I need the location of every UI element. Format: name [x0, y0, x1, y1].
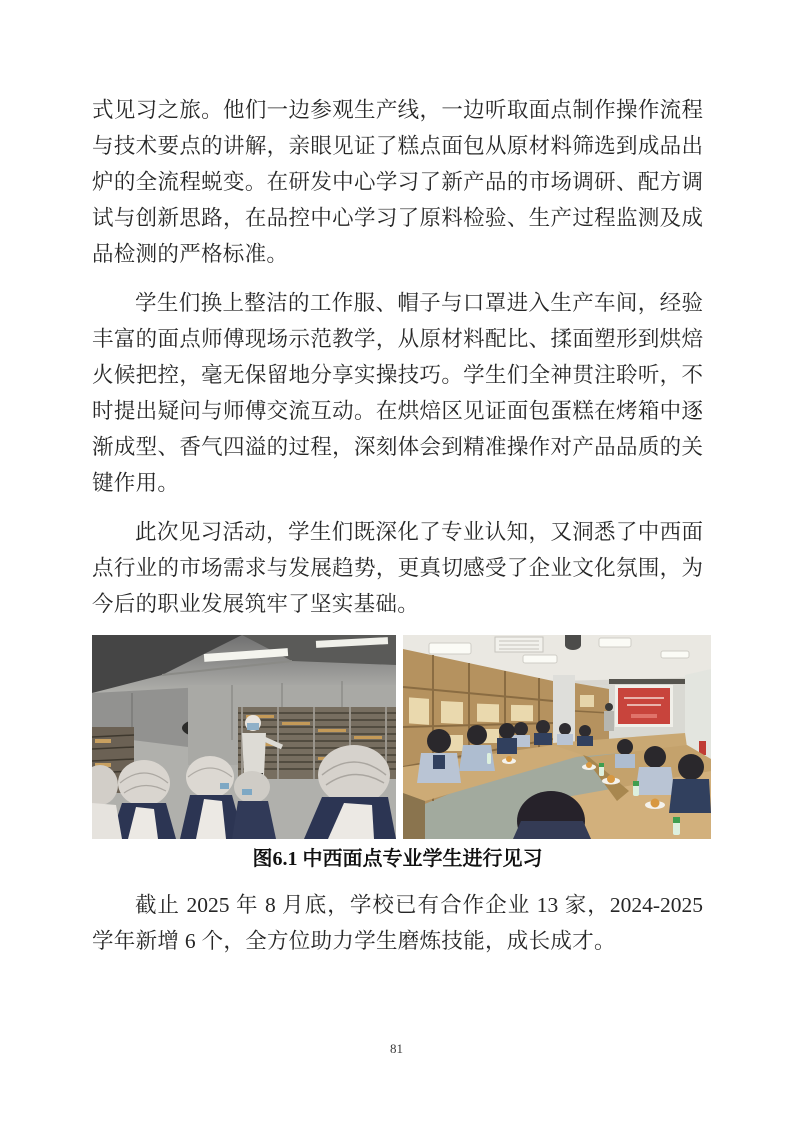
text-line: 火候把控，毫无保留地分享实操技巧。学生们全神贯注聆听，不	[92, 363, 703, 387]
text-line: 与技术要点的讲解，亲眼见证了糕点面包从原材料筛选到成品出	[92, 134, 703, 158]
text-line: 截止 2025 年 8 月底，学校已有合作企业 13 家，2024-2025	[135, 893, 703, 917]
page-number: 81	[390, 1041, 403, 1056]
text-line: 今后的职业发展筑牢了坚实基础。	[92, 592, 420, 616]
text-line: 式见习之旅。他们一边参观生产线，一边听取面点制作操作流程	[92, 98, 703, 122]
paragraph-4	[92, 887, 703, 959]
paragraph-2	[92, 285, 703, 501]
text-line: 学生们换上整洁的工作服、帽子与口罩进入生产车间，经验	[135, 291, 703, 315]
text-line: 时提出疑问与师傅交流互动。在烘焙区见证面包蛋糕在烤箱中逐	[92, 399, 703, 423]
text-line: 丰富的面点师傅现场示范教学，从原材料配比、揉面塑形到烘焙	[92, 327, 703, 351]
text-line: 试与创新思路，在品控中心学习了原料检验、生产过程监测及成	[92, 206, 703, 230]
text-line: 渐成型、香气四溢的过程，深刻体会到精准操作对产品品质的关	[92, 435, 703, 459]
text-line: 键作用。	[92, 471, 180, 495]
photo-meeting-room	[403, 635, 711, 839]
figure-images	[92, 635, 711, 839]
text-line: 此次见习活动，学生们既深化了专业认知，又洞悉了中西面	[135, 520, 703, 544]
text-line: 点行业的市场需求与发展趋势，更真切感受了企业文化氛围，为	[92, 556, 703, 580]
text-line: 炉的全流程蜕变。在研发中心学习了新产品的市场调研、配方调	[92, 170, 703, 194]
paragraph-1	[92, 92, 703, 272]
figure-caption: 图6.1 中西面点专业学生进行见习	[252, 848, 543, 870]
text-line: 学年新增 6 个，全方位助力学生磨炼技能，成长成才。	[92, 929, 616, 953]
photo-bakery-workshop	[92, 635, 396, 839]
text-line: 品检测的严格标准。	[92, 242, 289, 266]
paragraph-3	[92, 514, 703, 622]
page-content	[92, 92, 703, 959]
